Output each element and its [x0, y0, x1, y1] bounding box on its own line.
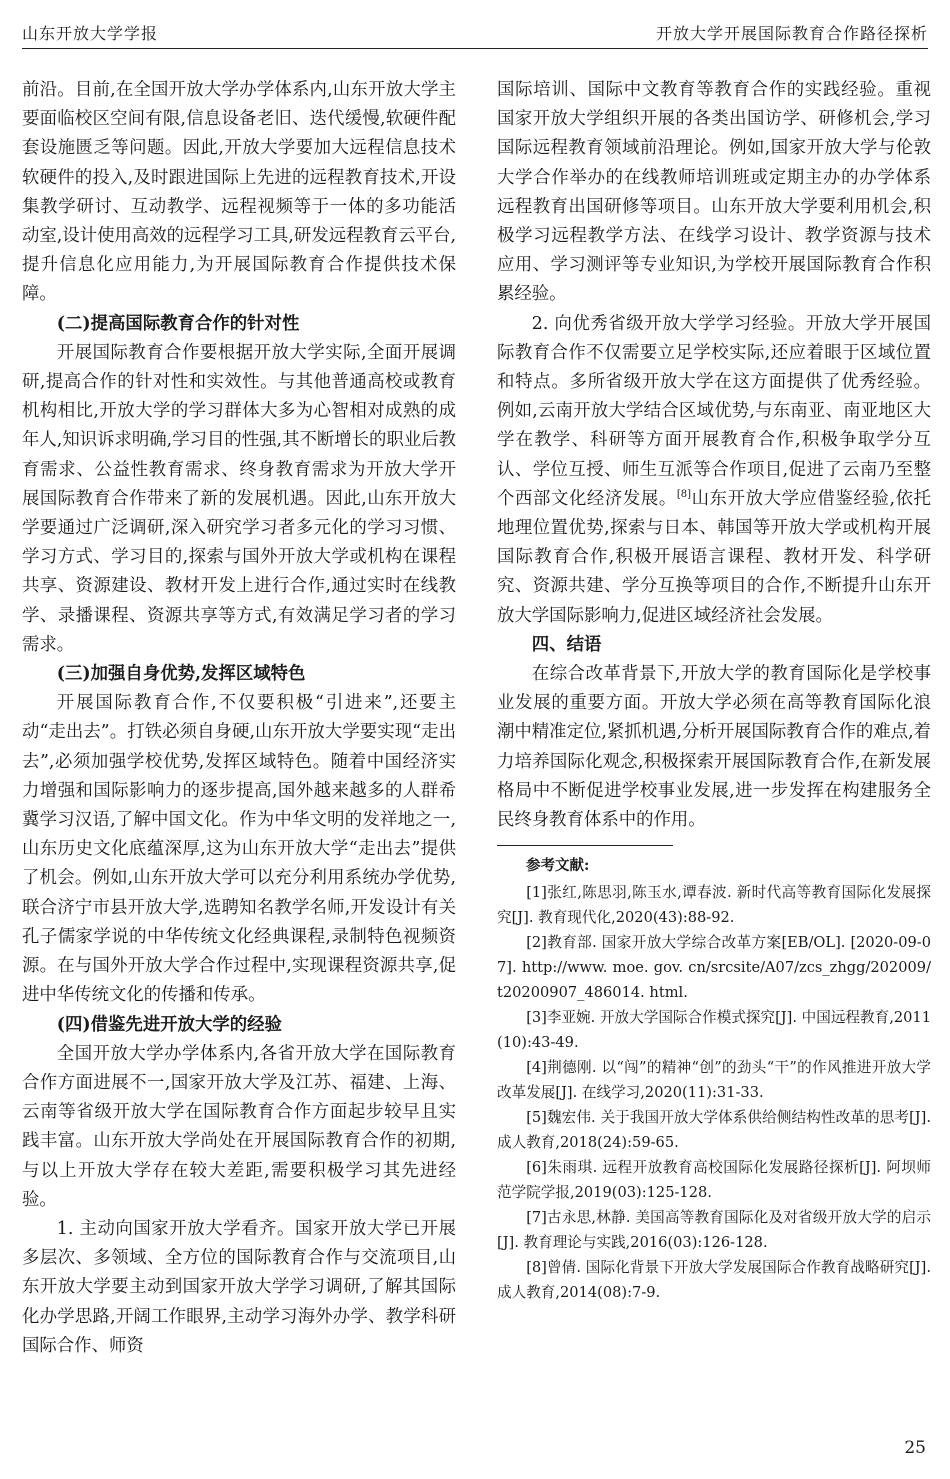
paragraph: 国际培训、国际中文教育等教育合作的实践经验。重视国家开放大学组织开展的各类出国访学、研修机会,学习国际远程教育领域前沿理论。例如,国家开放大学与伦敦大学合作举办的在线教师培训班或定期主办的办学体系远程教育出国研修等项目。山东开放大学要利用机会,积极学习远程教学方法、在线学习设计、教学资源与技术应用、学习测评等专业知识,为学校开展国际教育合作积累经验。 [497, 80, 931, 305]
journal-title: 山东开放大学学报 [22, 24, 159, 43]
left-column [22, 76, 456, 1361]
page-number: 25 [904, 1438, 926, 1458]
references-divider [497, 845, 673, 846]
reference-item: [3]李亚婉. 开放大学国际合作模式探究[J]. 中国远程教育,2011(10):43-49. [497, 1009, 931, 1052]
paragraph [497, 310, 931, 631]
reference-item: [5]魏宏伟. 关于我国开放大学体系供给侧结构性改革的思考[J]. 成人教育,2018(24):59-65. [497, 1109, 931, 1152]
reference-item: [6]朱雨琪. 远程开放教育高校国际化发展路径探析[J]. 阿坝师范学院学报,2019(03):125-128. [497, 1159, 931, 1202]
article-running-title: 开放大学开展国际教育合作路径探析 [655, 24, 928, 43]
reference-item: [7]古永思,林静. 美国高等教育国际化及对省级开放大学的启示[J]. 教育理论与实践,2016(03):126-128. [497, 1209, 931, 1252]
page-header [22, 10, 928, 49]
paragraph-text: 2. 向优秀省级开放大学学习经验。开放大学开展国际教育合作不仅需要立足学校实际,还应着眼于区域位置和特点。多所省级开放大学在这方面提供了优秀经验。例如,云南开放大学结合区域优势,与东南亚、南亚地区大学在教学、科研等方面开展教育合作,积极争取学分互认、学位互授、师生互派等合作项目,促进了云南乃至整个西部文化经济发展。 [497, 313, 931, 509]
subsection-heading: (二)提高国际教育合作的针对性 [56, 313, 300, 334]
paragraph: 1. 主动向国家开放大学看齐。国家开放大学已开展多层次、多领域、全方位的国际教育合作与交流项目,山东开放大学要主动到国家开放大学学习调研,了解其国际化办学思路,开阔工作眼界,主动学习海外办学、教学科研国际合作、师资 [22, 1218, 456, 1356]
reference-item: [1]张红,陈思羽,陈玉水,谭春波. 新时代高等教育国际化发展探究[J]. 教育现代化,2020(43):88-92. [497, 884, 931, 927]
paragraph: 开展国际教育合作要根据开放大学实际,全面开展调研,提高合作的针对性和实效性。与其他普通高校或教育机构相比,开放大学的学习群体大多为心智相对成熟的成年人,知识诉求明确,学习目的性强,其不断增长的职业后教育需求、公益性教育需求、终身教育需求为开放大学开展国际教育合作带来了新的发展机遇。因此,山东开放大学要通过广泛调研,深入研究学习者多元化的学习习惯、学习方式、学习目的,探索与国外开放大学或机构在课程共享、资源建设、教材开发上进行合作,通过实时在线教学、录播课程、资源共享等方式,有效满足学习者的学习需求。 [22, 342, 456, 655]
paragraph: 全国开放大学办学体系内,各省开放大学在国际教育合作方面进展不一,国家开放大学及江苏、福建、上海、云南等省级开放大学在国际教育合作方面起步较早且实践丰富。山东开放大学尚处在开展国际教育合作的初期,与以上开放大学存在较大差距,需要积极学习其先进经验。 [22, 1043, 456, 1210]
subsection-heading: (三)加强自身优势,发挥区域特色 [56, 664, 306, 685]
paragraph-text: 山东开放大学应借鉴经验,依托地理位置优势,探索与日本、韩国等开放大学或机构开展国际教育合作,积极开展语言课程、教材开发、科学研究、资源共建、学分互换等项目的合作,不断提升山东开放大学国际影响力,促进区域经济社会发展。 [497, 488, 931, 626]
reference-item: [2]教育部. 国家开放大学综合改革方案[EB/OL]. [2020-09-07]. http://www. moe. gov. cn/srcsite/A07/zcs_zhgg/202009/t20200907_486014. html. [497, 934, 931, 1002]
citation-marker: [8] [676, 489, 692, 501]
subsection-heading: (四)借鉴先进开放大学的经验 [56, 1014, 282, 1035]
section-heading: 四、结语 [531, 634, 602, 655]
references-list [497, 880, 931, 1305]
references-title: 参考文献: [526, 857, 590, 875]
paragraph: 在综合改革背景下,开放大学的教育国际化是学校事业发展的重要方面。开放大学必须在高等教育国际化浪潮中精准定位,紧抓机遇,分析开展国际教育合作的难点,着力培养国际化观念,积极探索开展国际教育合作,在新发展格局中不断促进学校事业发展,进一步发挥在构建服务全民终身教育体系中的作用。 [497, 664, 931, 831]
right-column [497, 76, 931, 1305]
paragraph: 开展国际教育合作,不仅要积极“引进来”,还要主动“走出去”。打铁必须自身硬,山东开放大学要实现“走出去”,必须加强学校优势,发挥区域特色。随着中国经济实力增强和国际影响力的逐步提高,国外越来越多的人群希冀学习汉语,了解中国文化。作为中华文明的发祥地之一,山东历史文化底蕴深厚,这为山东开放大学“走出去”提供了机会。例如,山东开放大学可以充分利用系统办学优势,联合济宁市县开放大学,选聘知名教学名师,开发设计有关孔子儒家学说的中华传统文化经典课程,录制特色视频资源。在与国外开放大学合作过程中,实现课程资源共享,促进中华传统文化的传播和传承。 [22, 693, 456, 1006]
reference-item: [4]荆德刚. 以“闯”的精神“创”的劲头“干”的作风推进开放大学改革发展[J]. 在线学习,2020(11):31-33. [497, 1059, 931, 1102]
reference-item: [8]曾倩. 国际化背景下开放大学发展国际合作教育战略研究[J]. 成人教育,2014(08):7-9. [497, 1259, 931, 1302]
paragraph: 前沿。目前,在全国开放大学办学体系内,山东开放大学主要面临校区空间有限,信息设备老旧、迭代缓慢,软硬件配套设施匮乏等问题。因此,开放大学要加大远程信息技术软硬件的投入,及时跟进国际上先进的远程教育技术,开设集教学研讨、互动教学、远程视频等于一体的多功能活动室,设计使用高效的远程学习工具,研发远程教育云平台,提升信息化应用能力,为开展国际教育合作提供技术保障。 [22, 80, 456, 305]
